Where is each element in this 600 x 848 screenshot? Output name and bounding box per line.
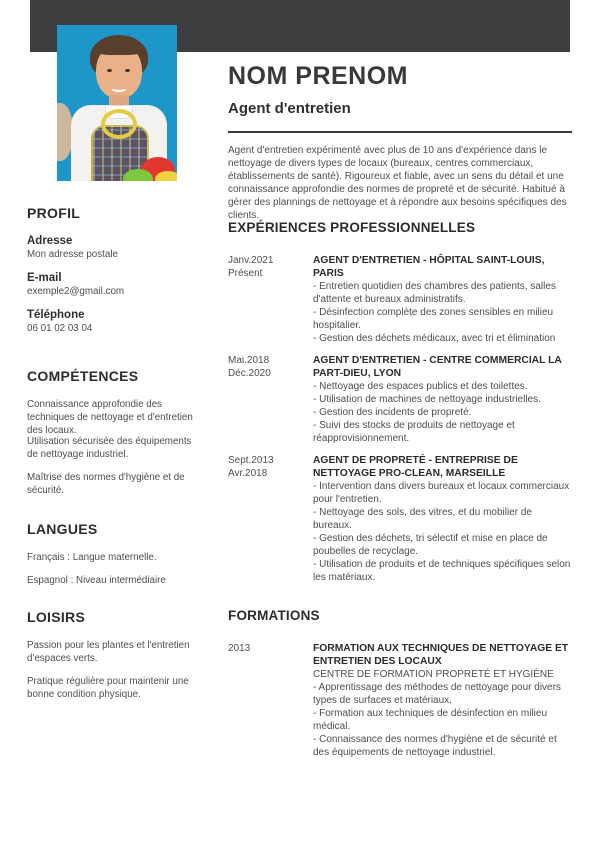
experience-entry [228, 354, 572, 445]
formation-entry [228, 642, 572, 759]
section-competences [27, 368, 195, 497]
formation-subtitle: CENTRE DE FORMATION PROPRETÉ ET HYGIÈNE [313, 669, 554, 680]
formation-body [313, 642, 572, 759]
experience-bullet: - Nettoyage des espaces publics et des toilettes. [313, 381, 528, 392]
section-competences-title: COMPÉTENCES [27, 368, 139, 384]
section-langues [27, 521, 195, 587]
date-start: Sept.2013 [228, 455, 274, 466]
experience-bullet: - Gestion des incidents de propreté. [313, 407, 472, 418]
photo-eye-right [125, 69, 130, 72]
field-label: Adresse [27, 235, 73, 247]
date-end: Déc.2020 [228, 368, 271, 379]
sidebar [27, 205, 195, 727]
candidate-name: NOM PRENOM [228, 62, 408, 90]
experience-dates [228, 354, 313, 445]
experience-bullet: - Entretien quotidien des chambres des patients, salles d'attente et bureaux administratifs. [313, 281, 556, 305]
section-langues-title: LANGUES [27, 521, 98, 537]
experience-body [313, 454, 572, 584]
date-end: Présent [228, 268, 263, 279]
experience-entry [228, 454, 572, 584]
header-divider [228, 131, 572, 133]
experience-bullet: - Utilisation de produits et de techniques spécifiques selon les matériaux. [313, 559, 571, 583]
language-item: Français : Langue maternelle. [27, 552, 157, 563]
section-experiences [228, 220, 572, 584]
date: 2013 [228, 643, 251, 654]
skill-item: Connaissance approfondie des techniques de nettoyage et d'entretien des locaux. [27, 399, 193, 436]
hobby-item: Pratique régulière pour maintenir une bonne condition physique. [27, 676, 189, 700]
formation-title: FORMATION AUX TECHNIQUES DE NETTOYAGE ET ENTRETIEN DES LOCAUX [313, 643, 569, 667]
experience-bullet: - Désinfection complète des zones sensibles en milieu hospitalier. [313, 307, 554, 331]
experience-bullet: - Nettoyage des sols, des vitres, et du mobilier de bureaux. [313, 507, 532, 531]
photo-eye-left [107, 69, 112, 72]
date-end: Avr.2018 [228, 468, 268, 479]
field-value: exemple2@gmail.com [27, 286, 125, 297]
section-loisirs [27, 609, 195, 701]
field-value: Mon adresse postale [27, 249, 118, 260]
formation-dates [228, 642, 313, 759]
date-start: Mai.2018 [228, 355, 270, 366]
experience-entry [228, 254, 572, 345]
experience-bullet: - Utilisation de machines de nettoyage industrielles. [313, 394, 541, 405]
section-profil-title: PROFIL [27, 205, 81, 221]
section-loisirs-title: LOISIRS [27, 609, 86, 625]
experience-title: AGENT D'ENTRETIEN - HÔPITAL SAINT-LOUIS, PARIS [313, 255, 545, 279]
formation-bullet: - Apprentissage des méthodes de nettoyage pour divers types de surfaces et matériaux. [313, 682, 561, 706]
header-block [228, 62, 572, 222]
field-label: E-mail [27, 272, 62, 284]
formations-title: FORMATIONS [228, 608, 320, 623]
field-value: 06 01 02 03 04 [27, 323, 93, 334]
formation-bullet: - Formation aux techniques de désinfection en milieu médical. [313, 708, 548, 732]
profil-field-adresse [27, 235, 195, 261]
language-item: Espagnol : Niveau intermédiaire [27, 575, 166, 586]
experience-bullet: - Suivi des stocks de produits de nettoyage et réapprovisionnement. [313, 420, 515, 444]
photo-cleaning-item-yellow [155, 171, 177, 181]
skill-item: Maîtrise des normes d'hygiène et de sécurité. [27, 472, 185, 496]
profile-photo [57, 25, 177, 181]
profil-field-telephone [27, 309, 195, 335]
date-start: Janv.2021 [228, 255, 274, 266]
experience-body [313, 254, 572, 345]
skill-item: Utilisation sécurisée des équipements de nettoyage industriel. [27, 436, 192, 460]
experience-bullet: - Intervention dans divers bureaux et locaux commerciaux pour l'entretien. [313, 481, 570, 505]
experience-title: AGENT D'ENTRETIEN - CENTRE COMMERCIAL LA PART-DIEU, LYON [313, 355, 562, 379]
experience-title: AGENT DE PROPRETÉ - ENTREPRISE DE NETTOYAGE PRO-CLEAN, MARSEILLE [313, 455, 518, 479]
experiences-title: EXPÉRIENCES PROFESSIONNELLES [228, 220, 476, 235]
profile-summary: Agent d'entretien expérimenté avec plus de 10 ans d'expérience dans le nettoyage de divers types de locaux (bureaux, centres commerciaux, établissements de santé). Rigoureux et fiable, avec un sens du détail et une connaissance approfondie des normes de propreté et de sécurité. Habitué à gérer des plannings de nettoyage et à répondre aux besoins spécifiques des clients. [228, 145, 567, 221]
hobby-item: Passion pour les plantes et l'entretien d'espaces verts. [27, 640, 190, 664]
profil-field-email [27, 272, 195, 298]
section-formations [228, 608, 572, 759]
experience-dates [228, 254, 313, 345]
main-column [228, 220, 572, 768]
experience-bullet: - Gestion des déchets médicaux, avec tri et élimination [313, 333, 556, 344]
experience-dates [228, 454, 313, 584]
formation-bullet: - Connaissance des normes d'hygiène et de sécurité et des équipements de nettoyage industriel. [313, 734, 557, 758]
photo-fringe [96, 41, 142, 55]
section-profil [27, 205, 195, 335]
candidate-job-title: Agent d'entretien [228, 100, 351, 117]
photo-smile [110, 83, 128, 92]
experience-bullet: - Gestion des déchets, tri sélectif et mise en place de poubelles de recyclage. [313, 533, 548, 557]
experience-body [313, 354, 572, 445]
photo-apron-strap [101, 109, 137, 139]
field-label: Téléphone [27, 309, 85, 321]
